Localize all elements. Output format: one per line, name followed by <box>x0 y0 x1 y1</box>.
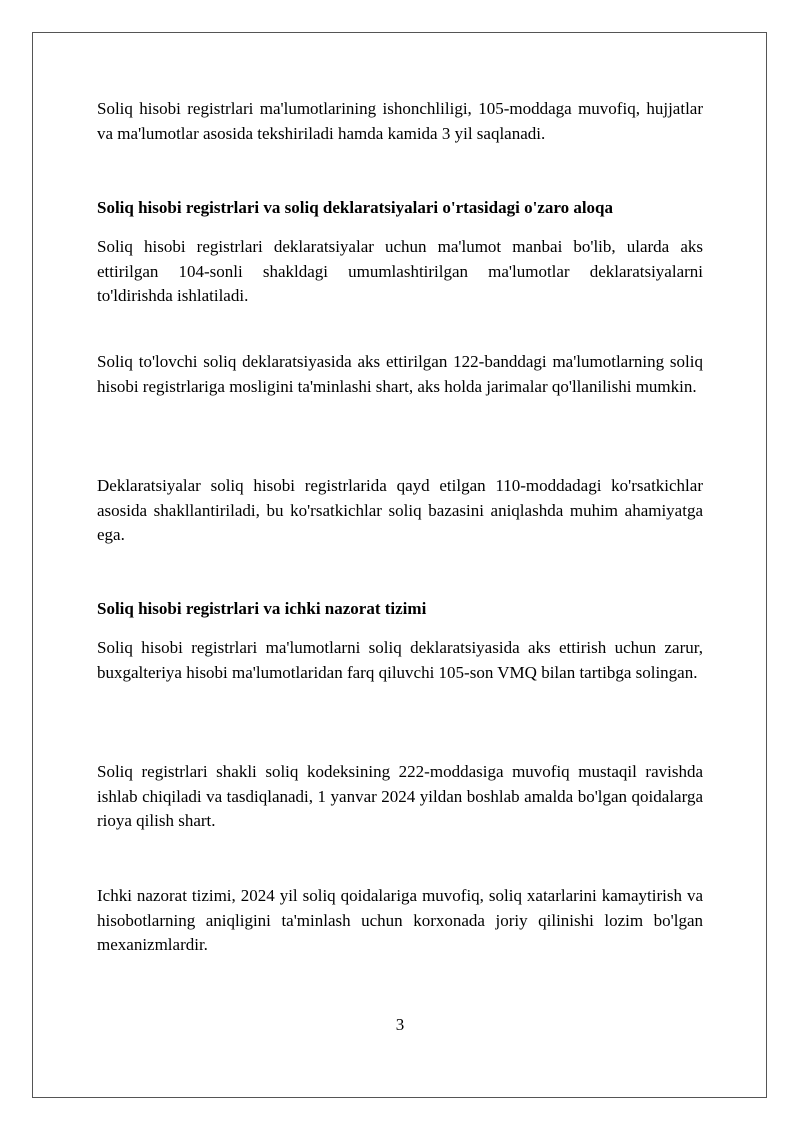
paragraph-internal-control-3: Ichki nazorat tizimi, 2024 yil soliq qoidalariga muvofiq, soliq xatarlarini kamaytirish va hisobotlarning aniqligini ta'minlash uchun korxonada joriy qilinishi lozim bo'lgan mexanizmlardir. <box>97 886 703 954</box>
paragraph-internal-control-1: Soliq hisobi registrlari ma'lumotlarni soliq deklaratsiyasida aks ettirish uchun zarur, buxgalteriya hisobi ma'lumotlaridan farq qiluvchi 105-son VMQ bilan tartibga solingan. <box>97 638 703 682</box>
paragraph-declarations-1: Soliq hisobi registrlari deklaratsiyalar uchun ma'lumot manbai bo'lib, ularda aks ettirilgan 104-sonli shakldagi umumlashtirilgan ma'lumotlar deklaratsiyalarni to'ldirishda ishlatiladi. <box>97 237 703 305</box>
paragraph-internal-control-2: Soliq registrlari shakli soliq kodeksining 222-moddasiga muvofiq mustaqil ravishda ishlab chiqiladi va tasdiqlanadi, 1 yanvar 2024 yildan boshlab amalda bo'lgan qoidalarga rioya qilish shart. <box>97 762 703 830</box>
section-heading-internal-control: Soliq hisobi registrlari va ichki nazorat tizimi <box>97 599 427 618</box>
page-number: 3 <box>395 1015 405 1034</box>
paragraph-intro: Soliq hisobi registrlari ma'lumotlarining ishonchliligi, 105-moddaga muvofiq, hujjatlar va ma'lumotlar asosida tekshiriladi hamda kamida 3 yil saqlanadi. <box>97 99 703 143</box>
paragraph-declarations-2: Soliq to'lovchi soliq deklaratsiyasida aks ettirilgan 122-banddagi ma'lumotlarning soliq hisobi registrlariga mosligini ta'minlashi shart, aks holda jarimalar qo'llanilishi mumkin. <box>97 352 703 396</box>
section-heading-declarations: Soliq hisobi registrlari va soliq deklaratsiyalari o'rtasidagi o'zaro aloqa <box>97 198 614 217</box>
paragraph-declarations-3: Deklaratsiyalar soliq hisobi registrlarida qayd etilgan 110-moddadagi ko'rsatkichlar asosida shakllantiriladi, bu ko'rsatkichlar soliq bazasini aniqlashda muhim ahamiyatga ega. <box>97 476 703 544</box>
